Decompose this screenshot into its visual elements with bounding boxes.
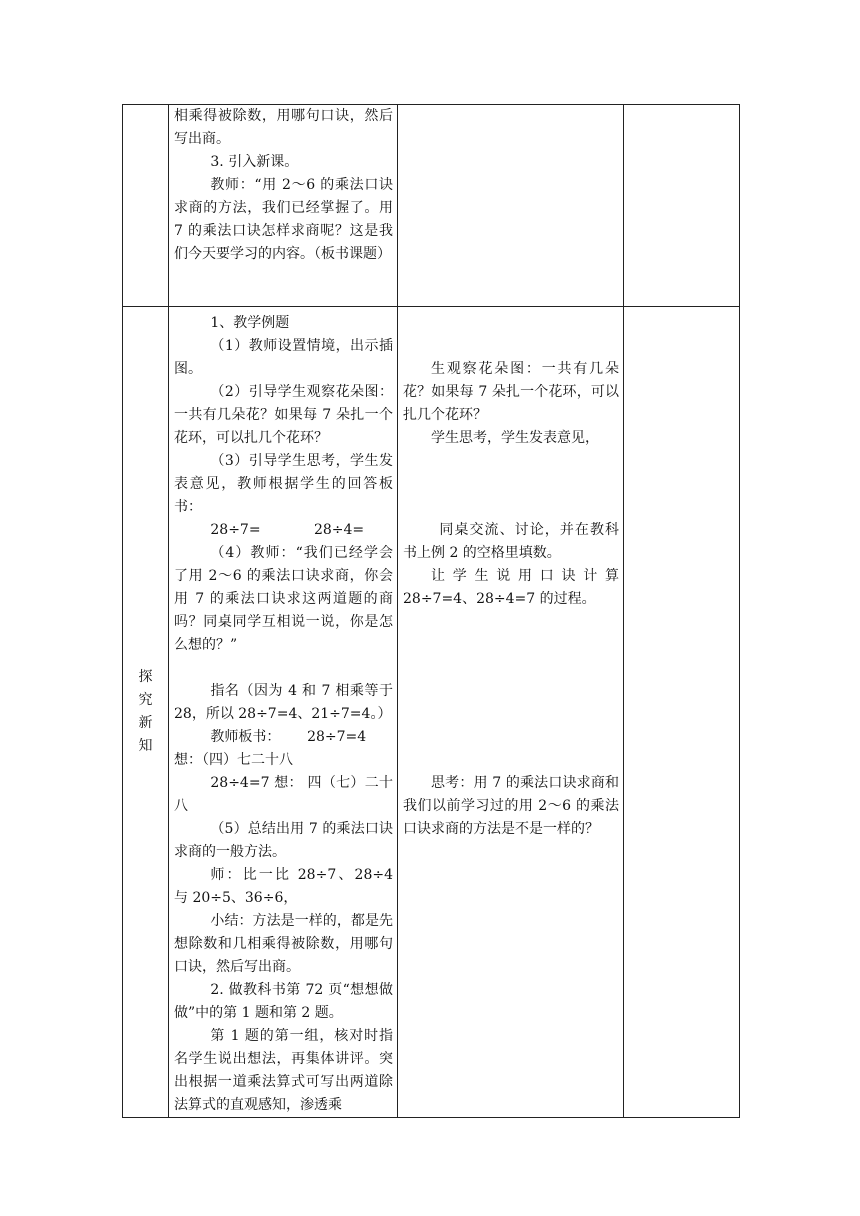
notes-cell [624,105,740,307]
stage-cell [123,307,169,1118]
stage-char: 究 [138,692,153,708]
text-line: 想：（四）七二十八 [174,752,293,768]
text-line: 相乘得被除数，用哪句口诀，然后写出商。 [174,108,393,147]
stage-char: 知 [138,738,153,754]
text-line: 第 1 题的第一组，核对时指名学生说出想法，再集体讲评。突出根据一道乘法算式可写出两道除法算式的直观感知，渗透乘 [174,1028,393,1113]
table-row [123,307,740,1118]
text-line: （3）引导学生思考，学生发表意见，教师根据学生的回答板书： [174,453,393,515]
student-activity-cell [398,105,624,307]
text-line: 指名（因为 4 和 7 相乘等于 28，所以 28÷7=4、21÷7=4。） [174,683,393,722]
text-line: 2. 做教科书第 72 页“想想做做”中的第 1 题和第 2 题。 [174,982,393,1021]
text-line: （4）教师：“我们已经学会了用 2～6 的乘法口诀求商，你会用 7 的乘法口诀求这两道题的商吗？同桌同学互相说一说，你是怎么想的？” [174,545,393,653]
table-row [123,105,740,307]
text-line: 师：比一比 28÷7、28÷4 与 20÷5、36÷6， [174,867,393,906]
text-line: 思考：用 7 的乘法口诀求商和我们以前学习过的用 2～6 的乘法口诀求商的方法是不是一样的？ [403,775,619,837]
text-line: （2）引导学生观察花朵图：一共有几朵花？如果每 7 朵扎一个花环，可以扎几个花环？ [174,384,393,446]
stage-char: 新 [138,715,153,731]
stage-cell [123,105,169,307]
teacher-activity-cell [169,105,398,307]
text-line: （5）总结出用 7 的乘法口诀求商的一般方法。 [174,821,393,860]
teacher-activity-cell [169,307,398,1118]
text-line: 生观察花朵图：一共有几朵花？如果每 7 朵扎一个花环，可以扎几个花环？ [403,361,619,423]
stage-char: 探 [138,669,153,685]
text-line: 小结：方法是一样的，都是先想除数和几相乘得被除数，用哪句口诀，然后写出商。 [174,913,393,975]
text-line: 学生思考，学生发表意见， [431,430,599,446]
text-line: 教师：“用 2～6 的乘法口诀求商的方法，我们已经掌握了。用 7 的乘法口诀怎样求商呢？这是我们今天要学习的内容。（板书课题） [174,177,393,262]
text-line: 同桌交流、讨论，并在教科书上例 2 的空格里填数。 [403,522,619,561]
text-line: 1、教学例题 [210,315,290,331]
student-activity-cell [398,307,624,1118]
equation-line: 28÷7= 28÷4= [210,522,365,538]
notes-cell [624,307,740,1118]
equation-line: 28÷4=7 想： 四（七）二十八 [174,775,393,814]
equation-line: 教师板书： 28÷7=4 [210,729,367,745]
text-line: 让学生说用口诀计算 28÷7=4、28÷4=7 的过程。 [403,568,619,607]
text-line: （1）教师设置情境，出示插图。 [174,338,393,377]
text-line: 3. 引入新课。 [210,154,299,170]
lesson-plan-table [122,104,740,1118]
